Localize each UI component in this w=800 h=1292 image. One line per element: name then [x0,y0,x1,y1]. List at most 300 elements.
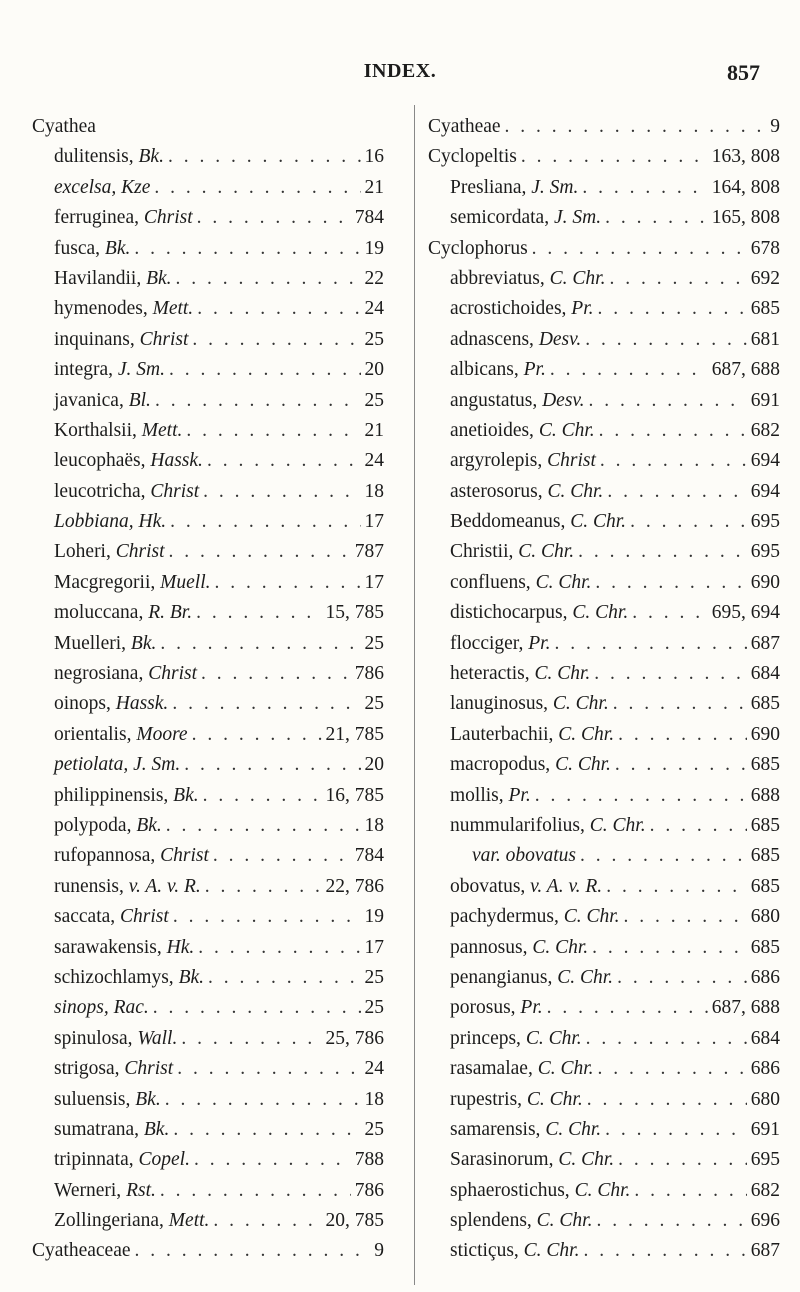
index-entry [428,629,780,659]
dot-leader [173,1115,360,1145]
entry-name: Lauterbachii, C. Chr. [450,723,615,745]
entry-name: anetioides, C. Chr. [450,419,595,441]
entry-authority: Hassk. [115,693,169,715]
entry-pages: 690 [750,723,780,745]
dot-leader [505,112,767,142]
entry-name: hymenodes, Mett. [54,298,194,320]
entry-pages: 685 [750,845,780,867]
entry-authority: Bk. [143,1118,170,1140]
entry-pages: 695 [750,511,780,533]
entry-pages: 696 [750,1210,780,1232]
entry-name: negrosiana, Christ [54,663,197,685]
index-entry [428,781,780,811]
entry-name: Sarasinorum, C. Chr. [450,1149,615,1171]
entry-pages: 25 [364,632,384,654]
entry-pages: 21 [364,419,384,441]
entry-authority: Muell. [160,571,211,593]
dot-leader [213,841,351,871]
index-entry [32,781,384,811]
entry-pages: 21 [364,176,384,198]
dot-leader [582,173,707,203]
index-entry [32,173,384,203]
entry-authority: C. Chr. [536,1210,593,1232]
dot-leader [168,142,361,172]
entry-name: schizochlamys, Bk. [54,966,205,988]
entry-name: confluens, C. Chr. [450,571,592,593]
entry-authority: J. Sm. [117,359,166,381]
index-entry [428,598,780,628]
dot-leader [624,902,747,932]
index-entry [428,750,780,780]
index-entry [32,537,384,567]
index-entry [428,1145,780,1175]
entry-name: Cyathea [32,116,96,137]
entry-authority: Christ [120,906,169,928]
entry-authority: Rst. [126,1179,156,1201]
entry-pages: 695 [750,541,780,563]
entry-pages: 685 [750,298,780,320]
dot-leader [598,1054,747,1084]
entry-pages: 19 [364,237,384,259]
dot-leader [632,598,708,628]
dot-leader [605,203,708,233]
entry-pages: 18 [364,1088,384,1110]
dot-leader [578,537,747,567]
entry-pages: 20 [364,754,384,776]
index-entry [428,112,780,142]
entry-name: nummularifolius, C. Chr. [450,814,646,836]
index-entry [32,203,384,233]
entry-pages: 25 [364,693,384,715]
dot-leader [197,203,351,233]
entry-name: Cyatheae [428,116,501,137]
entry-name: excelsa, Kze [54,176,151,198]
entry-authority: C. Chr. [537,1058,594,1080]
entry-name: runensis, v. A. v. R. [54,875,201,897]
entry-authority: Pr. [528,632,551,654]
entry-authority: Pr. [520,997,543,1019]
entry-pages: 691 [750,389,780,411]
entry-pages: 687 [750,632,780,654]
entry-pages: 686 [750,1058,780,1080]
dot-leader [532,234,747,264]
entry-authority: J. Sm. [531,176,579,198]
entry-pages: 25 [364,966,384,988]
entry-name: fusca, Bk. [54,237,131,259]
entry-authority: Bk. [136,814,162,836]
entry-authority: Bk. [146,267,172,289]
entry-name: Muelleri, Bk. [54,632,157,654]
index-entry [32,933,384,963]
index-entry [428,568,780,598]
entry-authority: v. A. v. R. [128,875,201,897]
entry-name: samarensis, C. Chr. [450,1118,602,1140]
index-entry [32,568,384,598]
dot-leader [609,264,746,294]
dot-leader [135,1236,371,1266]
entry-pages: 694 [750,450,780,472]
page-header [0,60,800,90]
entry-pages: 688 [750,784,780,806]
dot-leader [618,1145,747,1175]
entry-name: adnascens, Desv. [450,328,582,350]
entry-name: integra, J. Sm. [54,359,166,381]
dot-leader [521,142,708,172]
entry-name: Cyclophorus [428,237,528,259]
index-entry [428,142,780,172]
dot-leader [607,477,746,507]
entry-pages: 18 [364,814,384,836]
entry-authority: C. Chr. [545,1118,602,1140]
entry-authority: Bk. [135,1088,161,1110]
dot-leader [186,416,360,446]
entry-name: penangianus, C. Chr. [450,966,614,988]
dot-leader [169,355,360,385]
entry-name: rufopannosa, Christ [54,845,209,867]
entry-authority: Christ [148,663,197,685]
entry-authority: Pr. [508,784,531,806]
index-entry [32,1236,384,1266]
entry-authority: Christ [139,328,189,350]
entry-pages: 685 [750,875,780,897]
dot-leader [181,1024,321,1054]
entry-name: mollis, Pr. [450,784,531,806]
entry-pages: 19 [364,906,384,928]
index-entry [32,902,384,932]
entry-pages: 784 [354,845,384,867]
dot-leader [192,325,360,355]
entry-pages: 25 [364,389,384,411]
dot-leader [554,629,746,659]
dot-leader [177,1054,360,1084]
entry-pages: 20 [364,359,384,381]
entry-name: var. obovatus [472,845,576,867]
index-entry [32,841,384,871]
entry-authority: Christ [143,207,193,229]
entry-pages: 695 [750,1149,780,1171]
entry-authority: Christ [547,450,596,472]
dot-leader [595,568,746,598]
dot-leader [594,659,746,689]
entry-name: inquinans, Christ [54,328,189,350]
entry-pages: 25, 786 [325,1027,384,1049]
dot-leader [600,446,747,476]
entry-authority: C. Chr. [549,267,606,289]
index-entry [428,811,780,841]
index-entry [32,1176,384,1206]
entry-name: obovatus, v. A. v. R. [450,875,603,897]
entry-name: spinulosa, Wall. [54,1027,178,1049]
entry-name: dulitensis, Bk. [54,146,164,168]
entry-pages: 787 [354,541,384,563]
index-entry [32,325,384,355]
entry-name: argyrolepis, Christ [450,450,596,472]
dot-leader [208,963,360,993]
entry-name: Presliana, J. Sm. [450,176,579,198]
dot-leader [630,507,747,537]
entry-name: Werneri, Rst. [54,1179,156,1201]
entry-pages: 681 [750,328,780,350]
entry-name: moluccana, R. Br. [54,602,193,624]
index-entry [428,963,780,993]
entry-pages: 17 [364,511,384,533]
entry-authority: Desv. [542,389,585,411]
entry-name: asterosorus, C. Chr. [450,480,604,502]
page-title: INDEX. [363,60,437,82]
index-entry [32,750,384,780]
index-entry [428,1176,780,1206]
entry-name: abbreviatus, C. Chr. [450,267,606,289]
index-entry [428,993,780,1023]
index-entry [32,386,384,416]
index-entry [32,598,384,628]
entry-pages: 692 [750,267,780,289]
entry-name: sumatrana, Bk. [54,1118,170,1140]
entry-pages: 21, 785 [325,723,384,745]
index-entry [428,1085,780,1115]
entry-name: suluensis, Bk. [54,1088,161,1110]
dot-leader [192,720,322,750]
entry-name: tripinnata, Copel. [54,1149,190,1171]
entry-pages: 24 [364,1058,384,1080]
entry-name: petiolata, J. Sm. [54,754,181,776]
entry-authority: Bk. [130,632,157,654]
entry-name: pannosus, C. Chr. [450,936,589,958]
entry-name: splendens, C. Chr. [450,1210,593,1232]
entry-name: polypoda, Bk. [54,814,162,836]
index-entry [32,629,384,659]
entry-authority: J. Sm. [553,207,602,229]
entry-name: rupestris, C. Chr. [450,1088,583,1110]
entry-name: stictiçus, C. Chr. [450,1240,580,1262]
index-entry [32,477,384,507]
index-entry [32,872,384,902]
index-entry [428,294,780,324]
entry-pages: 784 [354,207,384,229]
entry-authority: R. Br. [148,602,193,624]
entry-pages: 686 [750,966,780,988]
entry-pages: 163, 808 [711,146,780,168]
entry-authority: C. Chr. [572,602,629,624]
index-entry [428,537,780,567]
dot-leader [154,173,360,203]
entry-authority: Bk. [178,966,205,988]
entry-pages: 9 [374,1240,384,1262]
index-entry [32,507,384,537]
entry-name: pachydermus, C. Chr. [450,906,620,928]
entry-pages: 687, 688 [711,997,780,1019]
entry-pages: 788 [354,1149,384,1171]
index-entry [428,203,780,233]
entry-name: Macgregorii, Muell. [54,571,211,593]
entry-pages: 682 [750,419,780,441]
dot-leader [596,1206,746,1236]
entry-authority: Bk. [173,784,199,806]
entry-pages: 786 [354,1179,384,1201]
index-entry [428,173,780,203]
entry-pages: 695, 694 [711,602,780,624]
dot-leader [203,781,322,811]
entry-pages: 16, 785 [325,784,384,806]
entry-authority: Wall. [137,1027,178,1049]
index-entry [32,142,384,172]
dot-leader [634,1176,746,1206]
dot-leader [207,446,361,476]
index-entry [428,872,780,902]
entry-authority: C. Chr. [557,966,614,988]
dot-leader [160,1176,351,1206]
entry-authority: C. Chr. [538,419,595,441]
entry-pages: 20, 785 [325,1210,384,1232]
entry-pages: 786 [354,663,384,685]
index-entry [428,1206,780,1236]
index-entry [428,841,780,871]
entry-authority: Bk. [104,237,131,259]
dot-leader [165,1085,361,1115]
dot-leader [170,507,360,537]
entry-authority: C. Chr. [547,480,604,502]
dot-leader [592,933,747,963]
index-entry [32,355,384,385]
entry-authority: Hassk. [150,450,203,472]
index-entry [32,993,384,1023]
index-entry [32,1145,384,1175]
page-number: 857 [727,60,760,85]
entry-pages: 22, 786 [325,875,384,897]
entry-authority: C. Chr. [558,1149,615,1171]
entry-pages: 24 [364,450,384,472]
index-entry [32,294,384,324]
entry-name: leucophaës, Hassk. [54,450,203,472]
entry-name: Beddomeanus, C. Chr. [450,511,627,533]
index-entry [428,325,780,355]
dot-leader [196,598,321,628]
index-entry [32,1115,384,1145]
entry-pages: 24 [364,298,384,320]
entry-name: Cyclopeltis [428,146,517,168]
entry-name: sarawakensis, Hk. [54,936,195,958]
index-entry [32,234,384,264]
index-column-left [32,112,384,1267]
entry-authority: Bl. [128,389,151,411]
entry-pages: 17 [364,571,384,593]
index-entry [32,811,384,841]
index-entry [428,902,780,932]
entry-pages: 15, 785 [325,602,384,624]
entry-authority: Christ [115,541,165,563]
entry-name: Loheri, Christ [54,541,165,563]
index-entry [32,112,384,142]
entry-pages: 685 [750,936,780,958]
dot-leader [615,750,747,780]
entry-authority: C. Chr. [526,1088,583,1110]
entry-name: ferruginea, Christ [54,207,193,229]
entry-authority: C. Chr. [589,814,646,836]
entry-name: Lobbiana, Hk. [54,511,167,533]
index-entry [32,659,384,689]
entry-name: sinops, Rac. [54,997,149,1019]
entry-authority: Copel. [138,1149,190,1171]
dot-leader [580,841,747,871]
entry-authority: Pr. [523,359,546,381]
entry-name: Christii, C. Chr. [450,541,575,563]
entry-name: Havilandii, Bk. [54,267,172,289]
dot-leader [213,1206,321,1236]
dot-leader [584,1236,747,1266]
dot-leader [201,659,351,689]
dot-leader [598,294,747,324]
entry-name: semicordata, J. Sm. [450,207,602,229]
dot-leader [169,537,351,567]
entry-pages: 685 [750,693,780,715]
index-entry [32,720,384,750]
entry-authority: Pr. [571,298,594,320]
dot-leader [606,872,747,902]
index-column-right [428,112,780,1267]
entry-pages: 17 [364,936,384,958]
entry-name: Zollingeriana, Mett. [54,1210,210,1232]
entry-pages: 687 [750,1240,780,1262]
entry-name: Korthalsii, Mett. [54,419,183,441]
entry-authority: C. Chr. [535,571,592,593]
dot-leader [599,416,747,446]
entry-pages: 165, 808 [711,207,780,229]
entry-pages: 9 [770,116,780,137]
entry-name: javanica, Bl. [54,389,151,411]
entry-authority: C. Chr. [570,511,627,533]
index-entry [428,355,780,385]
dot-leader [587,1085,747,1115]
entry-authority: Christ [160,845,209,867]
entry-pages: 694 [750,480,780,502]
dot-leader [198,933,360,963]
entry-authority: Mett. [152,298,194,320]
index-entry [428,446,780,476]
entry-name: albicans, Pr. [450,359,546,381]
entry-name: distichocarpus, C. Chr. [450,602,629,624]
dot-leader [166,811,361,841]
entry-name: sphaerostichus, C. Chr. [450,1179,631,1201]
index-entry [32,1085,384,1115]
entry-pages: 25 [364,997,384,1019]
dot-leader [535,781,747,811]
dot-leader [618,720,747,750]
dot-leader [589,386,747,416]
index-entry [428,234,780,264]
entry-name: angustatus, Desv. [450,389,585,411]
entry-pages: 685 [750,754,780,776]
entry-pages: 691 [750,1118,780,1140]
dot-leader [613,689,747,719]
dot-leader [176,264,361,294]
entry-authority: C. Chr. [534,663,591,685]
index-entry [428,416,780,446]
index-entry [32,446,384,476]
entry-name: macropodus, C. Chr. [450,754,611,776]
entry-authority: Mett. [141,419,183,441]
index-entry [428,1236,780,1266]
dot-leader [605,1115,747,1145]
entry-name: orientalis, Moore [54,723,188,745]
index-entry [428,507,780,537]
entry-authority: Mett. [168,1210,210,1232]
dot-leader [586,1024,747,1054]
entry-name: porosus, Pr. [450,997,543,1019]
entry-pages: 678 [750,237,780,259]
entry-pages: 684 [750,1027,780,1049]
dot-leader [134,234,360,264]
index-entry [428,659,780,689]
